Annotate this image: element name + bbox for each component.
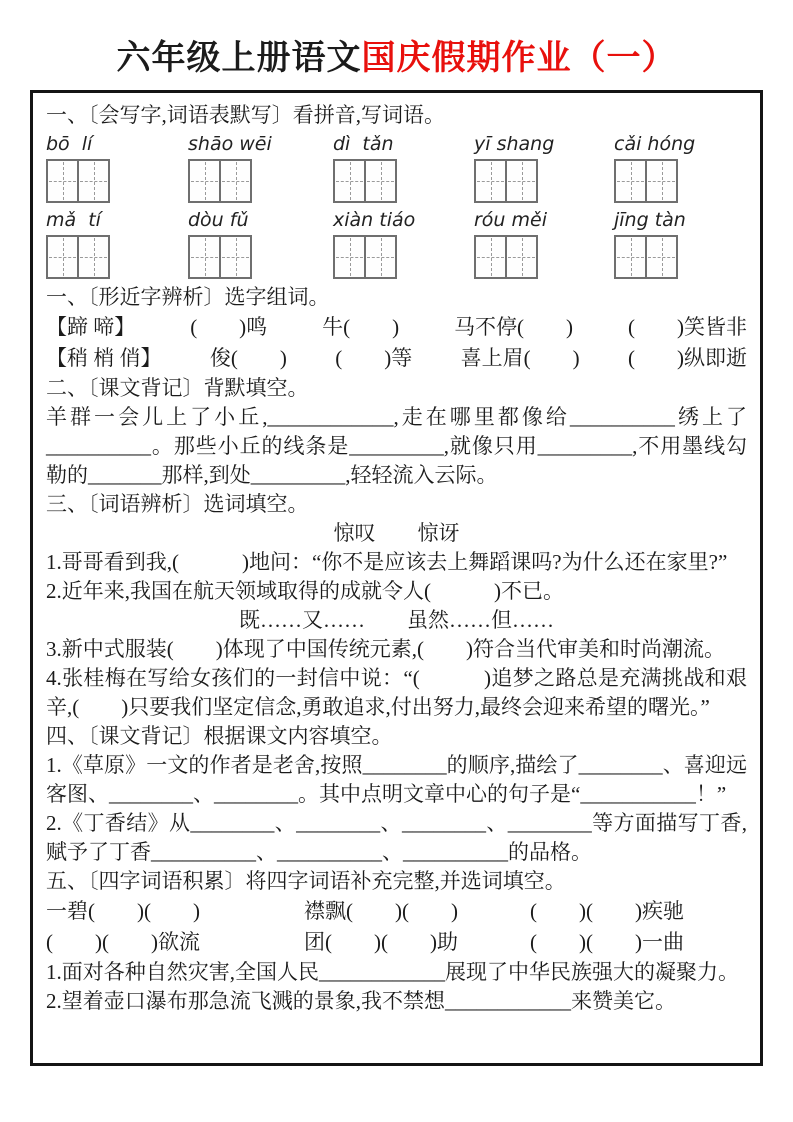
pinyin-label: dòu fǔ	[188, 209, 249, 231]
pinyin-label: cǎi hóng	[614, 133, 696, 155]
recite1-paragraph: 羊群一会儿上了小丘,____________,走在哪里都像给__________绣上了__________。那些小丘的线条是_________,就像只用_________,不用墨线勾勒的_______那样,到处_________,轻轻流入云际。	[46, 405, 747, 487]
chars-row-2	[46, 343, 747, 374]
pinyin-column	[333, 132, 474, 206]
idiom-blank-item: 团( )( )助	[304, 930, 458, 954]
grid-cell	[616, 161, 645, 201]
pinyin-column	[46, 208, 188, 282]
pinyin-label: jīng tàn	[614, 209, 686, 231]
pinyin-label: mǎ tí	[46, 209, 101, 231]
char-blank-item: ( )等	[335, 346, 413, 370]
grid-cell	[505, 237, 536, 277]
grid-cell	[616, 237, 645, 277]
choice-options-1: 惊叹 惊讶	[333, 521, 460, 545]
recite2-item-2: 2.《丁香结》从________、________、________、________等方面描写丁香,赋予了丁香__________、__________、__________的品格。	[46, 811, 747, 864]
pinyin-label: bō lí	[46, 133, 93, 155]
choice-item-1: 1.哥哥看到我,( )地问：“你不是应该去上舞蹈课吗?为什么还在家里?”	[46, 550, 728, 574]
grid-cell	[364, 161, 395, 201]
choice-item-2: 2.近年来,我国在航天领域取得的成就令人( )不已。	[46, 579, 564, 603]
grid-cell	[364, 237, 395, 277]
pinyin-column	[474, 208, 614, 282]
grid-cell	[77, 161, 108, 201]
pinyin-label: shāo wēi	[188, 133, 272, 155]
title-red-part: 国庆假期作业（一）	[361, 40, 677, 77]
idiom-blank-item: ( )( )一曲	[530, 930, 684, 954]
writing-grid-box	[474, 159, 538, 203]
section-write-heading: 一、〔会写字,词语表默写〕看拼音,写词语。	[46, 103, 445, 127]
writing-grid-box	[333, 235, 397, 279]
pinyin-column	[188, 132, 333, 206]
choice-item-4: 4.张桂梅在写给女孩们的一封信中说：“( )追梦之路总是充满挑战和艰辛,( )只要我们坚定信念,勇敢追求,付出努力,最终会迎来希望的曙光。”	[46, 666, 747, 719]
pinyin-column	[614, 208, 747, 282]
writing-grid-box	[46, 159, 110, 203]
grid-cell	[48, 161, 77, 201]
pinyin-row-2	[46, 208, 747, 282]
idiom-blank-item: 一碧( )( )	[46, 899, 200, 923]
idiom-blank-item: 襟飘( )( )	[304, 899, 458, 923]
pinyin-label: róu měi	[474, 209, 547, 231]
section-choice-heading: 三、〔词语辨析〕选词填空。	[46, 492, 309, 516]
pinyin-column	[614, 132, 747, 206]
writing-grid-box	[188, 235, 252, 279]
grid-cell	[219, 161, 250, 201]
writing-grid-box	[333, 159, 397, 203]
writing-grid-box	[46, 235, 110, 279]
char-blank-item: 俊( )	[209, 346, 287, 370]
title-black-part: 六年级上册语文	[116, 40, 362, 77]
char-blank-item: ( )笑皆非	[628, 315, 747, 339]
char-blank-item: 喜上眉( )	[460, 346, 580, 370]
grid-cell	[476, 161, 505, 201]
chars-row-1	[46, 312, 747, 343]
grid-cell	[190, 161, 219, 201]
pinyin-row-1	[46, 132, 747, 206]
grid-cell	[219, 237, 250, 277]
pinyin-column	[46, 132, 188, 206]
char-blank-item: 马不停( )	[454, 315, 574, 339]
grid-cell	[48, 237, 77, 277]
grid-cell	[645, 237, 676, 277]
idiom-row-2	[46, 927, 747, 958]
page-title	[0, 0, 793, 78]
pinyin-label: yī shang	[474, 133, 555, 155]
writing-grid-box	[614, 235, 678, 279]
char-group-label: 【蹄 啼】	[46, 315, 136, 339]
writing-grid-box	[188, 159, 252, 203]
pinyin-label: xiàn tiáo	[333, 209, 416, 231]
pinyin-column	[188, 208, 333, 282]
char-group-label: 【稍 梢 俏】	[46, 346, 162, 370]
writing-grid-box	[614, 159, 678, 203]
grid-cell	[476, 237, 505, 277]
grid-cell	[505, 161, 536, 201]
char-blank-item: ( )鸣	[190, 315, 268, 339]
worksheet-border-box	[30, 90, 763, 1066]
grid-cell	[77, 237, 108, 277]
section-idiom-heading: 五、〔四字词语积累〕将四字词语补充完整,并选词填空。	[46, 869, 566, 893]
choice-options-2: 既……又…… 虽然……但……	[239, 608, 554, 632]
section-recite2-heading: 四、〔课文背记〕根据课文内容填空。	[46, 724, 393, 748]
choice-item-3: 3.新中式服装( )体现了中国传统元素,( )符合当代审美和时尚潮流。	[46, 637, 725, 661]
grid-cell	[645, 161, 676, 201]
pinyin-column	[333, 208, 474, 282]
idiom-blank-item: ( )( )疾驰	[530, 899, 684, 923]
recite2-item-1: 1.《草原》一文的作者是老舍,按照________的顺序,描绘了________、喜迎远客图、________、________。其中点明文章中心的句子是“___________！”	[46, 753, 747, 806]
idiom-item-2: 2.望着壶口瀑布那急流飞溅的景象,我不禁想____________来赞美它。	[46, 989, 676, 1013]
char-blank-item: 牛( )	[322, 315, 400, 339]
grid-cell	[335, 161, 364, 201]
section-recite1-heading: 二、〔课文背记〕背默填空。	[46, 376, 309, 400]
char-blank-item: ( )纵即逝	[628, 346, 747, 370]
idiom-row-1	[46, 896, 747, 927]
idiom-item-1: 1.面对各种自然灾害,全国人民____________展现了中华民族强大的凝聚力。	[46, 960, 739, 984]
grid-cell	[190, 237, 219, 277]
pinyin-label: dì tǎn	[333, 133, 394, 155]
pinyin-column	[474, 132, 614, 206]
writing-grid-box	[474, 235, 538, 279]
section-chars-heading: 一、〔形近字辨析〕选字组词。	[46, 285, 330, 309]
idiom-blank-item: ( )( )欲流	[46, 930, 200, 954]
grid-cell	[335, 237, 364, 277]
